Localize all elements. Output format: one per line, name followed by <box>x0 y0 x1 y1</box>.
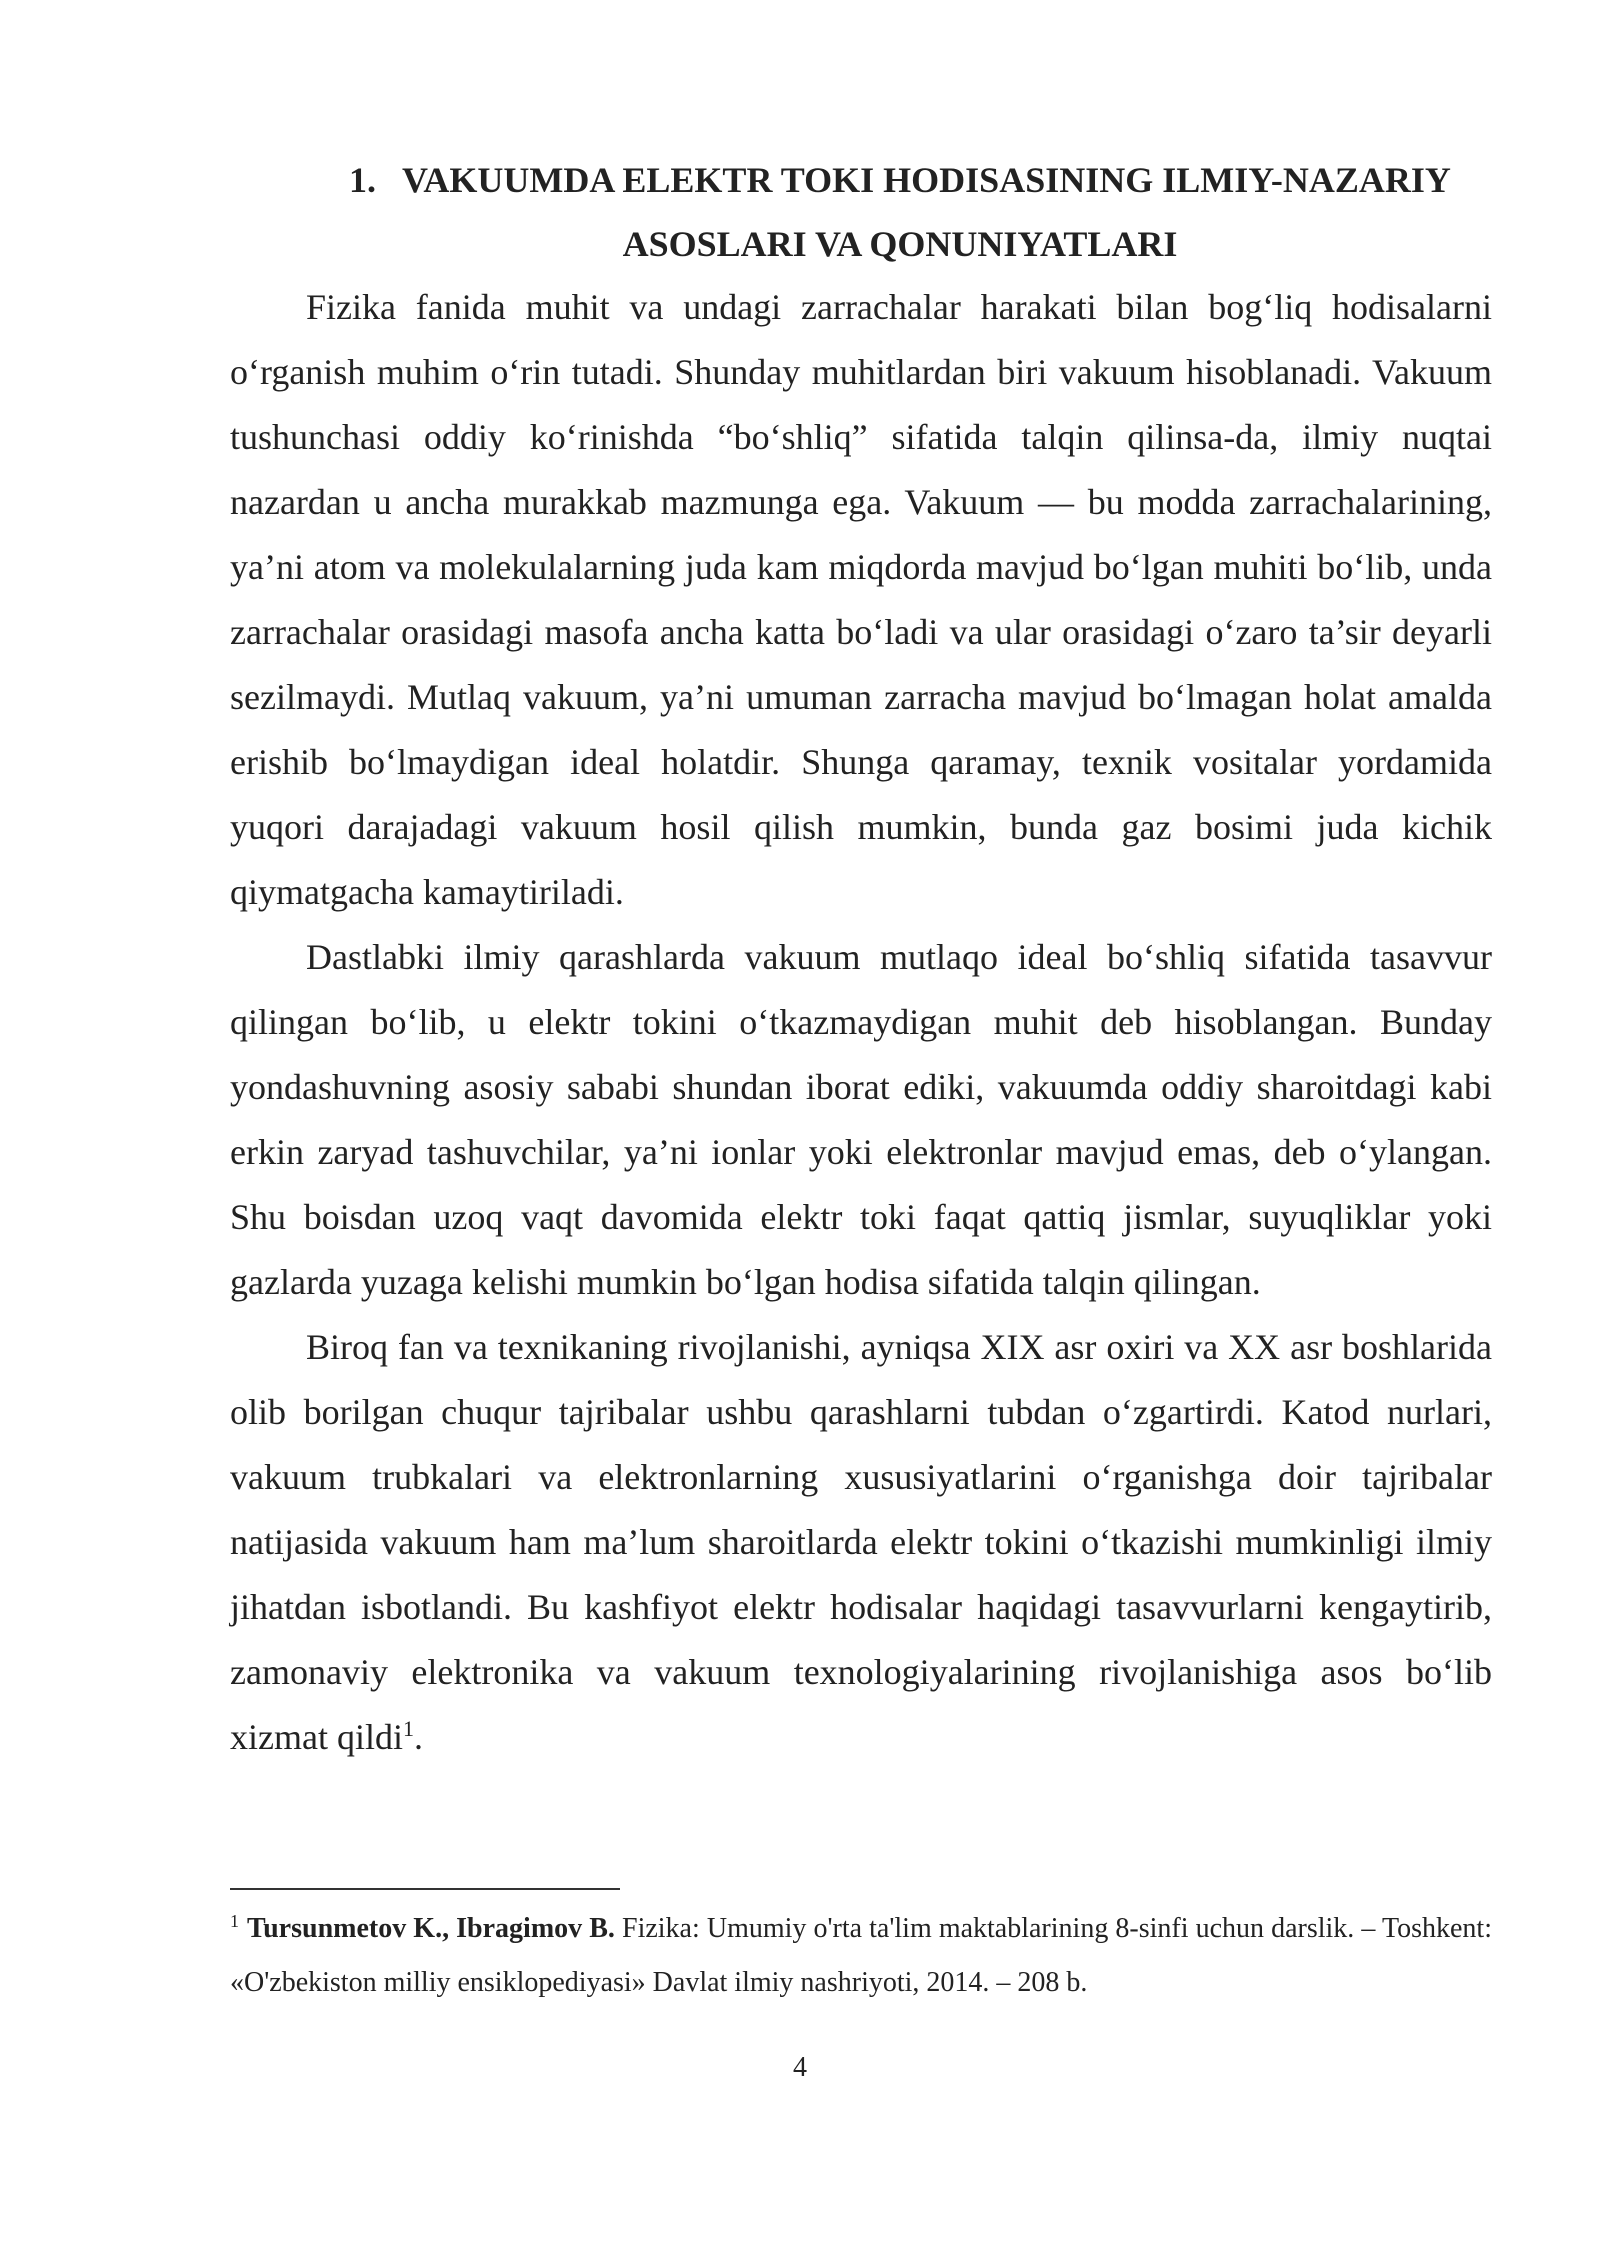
paragraph-3-text: Biroq fan va texnikaning rivojlanishi, ayniqsa XIX asr oxiri va XX asr boshlarida olib borilgan chuqur tajribalar ushbu qarashlarni tubdan o‘zgartirdi. Katod nurlari, vakuum trubkalari va elektronlarning xususiyatlarini o‘rganishga doir tajribalar natijasida vakuum ham ma’lum sharoitlarda elektr tokini o‘tkazishi mumkinligi ilmiy jihatdan isbotlandi. Bu kashfiyot elektr hodisalar haqidagi tasavvurlarni kengaytirib, zamonaviy elektronika va vakuum texnologiyalarining rivojlanishiga asos bo‘lib xizmat qildi <box>230 1327 1492 1757</box>
footnote <box>230 1902 1492 2010</box>
footnote-marker: 1 <box>230 1910 239 1931</box>
section-title-part-1: VAKUUMDA ELEKTR TOKI HODISASINING ILMIY-NAZARIY <box>402 160 1451 200</box>
paragraph-2: Dastlabki ilmiy qarashlarda vakuum mutlaqo ideal bo‘shliq sifatida tasavvur qilingan bo‘lib, u elektr tokini o‘tkazmaydigan muhit deb hisoblangan. Bunday yondashuvning asosiy sababi shundan iborat ediki, vakuumda oddiy sharoitdagi kabi erkin zaryad tashuvchilar, ya’ni ionlar yoki elektronlar mavjud emas, deb o‘ylangan. Shu boisdan uzoq vaqt davomida elektr toki faqat qattiq jismlar, suyuqliklar yoki gazlarda yuzaga kelishi mumkin bo‘lgan hodisa sifatida talqin qilingan. <box>230 937 1492 1302</box>
page-number: 4 <box>793 2052 807 2083</box>
paragraph-3 <box>230 1315 1492 1770</box>
section-title-part-2: ASOSLARI VA QONUNIYATLARI <box>622 224 1178 264</box>
section-heading <box>300 148 1500 276</box>
paragraph-1: Fizika fanida muhit va undagi zarrachalar harakati bilan bog‘liq hodisalarni o‘rganish muhim o‘rin tutadi. Shunday muhitlardan biri vakuum hisoblanadi. Vakuum tushunchasi oddiy ko‘rinishda “bo‘shliq” sifatida talqin qilinsa-da, ilmiy nuqtai nazardan u ancha murakkab mazmunga ega. Vakuum — bu modda zarrachalarining, ya’ni atom va molekulalarning juda kam miqdorda mavjud bo‘lgan muhiti bo‘lib, unda zarrachalar orasidagi masofa ancha katta bo‘ladi va ular orasidagi o‘zaro ta’sir deyarli sezilmaydi. Mutlaq vakuum, ya’ni umuman zarracha mavjud bo‘lmagan holat amalda erishib bo‘lmaydigan ideal holatdir. Shunga qaramay, texnik vositalar yordamida yuqori darajadagi vakuum hosil qilish mumkin, bunda gaz bosimi juda kichik qiymatgacha kamaytiriladi. <box>230 287 1492 912</box>
paragraph-3-end-punctuation: . <box>413 1717 423 1757</box>
section-heading-line-1 <box>300 148 1500 212</box>
body-text <box>230 275 1492 1770</box>
footnote-authors: Tursunmetov K., Ibragimov B. <box>247 1913 615 1944</box>
footnote-reference[interactable]: 1 <box>402 1716 414 1741</box>
footnote-text: Fizika: Umumiy o'rta ta'lim maktablarining 8-sinfi uchun darslik. – Toshkent: «O'zbekiston milliy ensiklopediyasi» Davlat ilmiy nashriyoti, 2014. – 208 b. <box>230 1913 1492 1998</box>
section-number: 1. <box>349 160 377 200</box>
footnote-separator <box>230 1888 620 1890</box>
